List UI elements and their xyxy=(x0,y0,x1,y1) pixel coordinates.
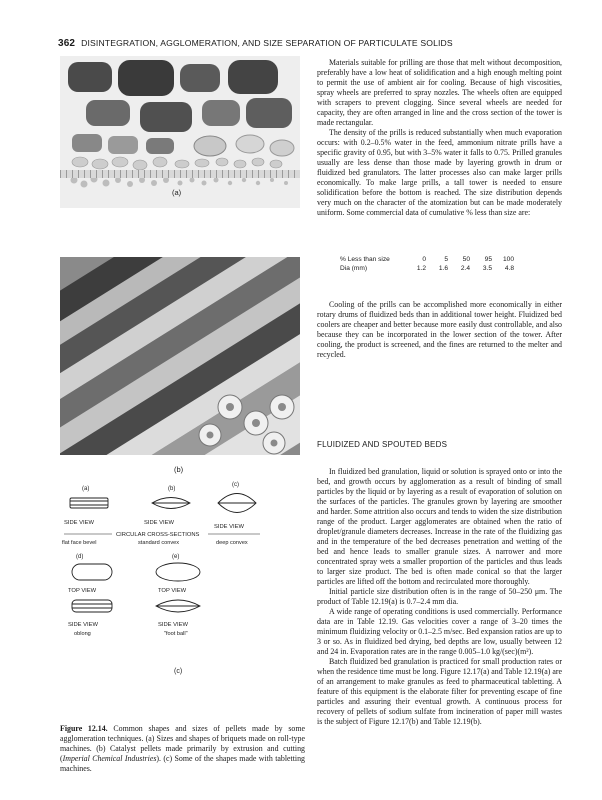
photo-scale-ruler xyxy=(60,170,300,178)
football-top-view xyxy=(156,563,200,581)
cooling-text xyxy=(317,300,562,360)
paragraph-fluidized-granulation: In fluidized bed granulation, liquid or solution is sprayed onto or into the bed, and growth occurs by agglomeration as a result of binding of small particles by the liquid or by layering as a result of evaporation of solution on the surfaces of the particles. The granules grown by layering are smoother and harder. Some attrition also occurs and tends to widen the size distribution range of the product. Larger agglomerates are obtained when the ratio of droplet/granule diameters decreases. Increase in the rate of the fluidizing gas and in the temperature of the bed decreases penetration and wetting of the bed and hence leads to smaller granule sizes. A narrower and more concentrated spray wets a smaller proportion of the particles and thus leads to larger size product. The bed is often made conical so that the larger particles are lifted off the bottom and recirculated more thoroughly. xyxy=(317,467,562,586)
tablet-shapes-diagram xyxy=(60,478,300,718)
prill-size-table xyxy=(340,256,514,274)
prilling-text xyxy=(317,58,562,218)
table-cell: 2.4 xyxy=(460,265,470,272)
paragraph-operating-conditions: A wide range of operating conditions is used commercially. Performance data are in Table 12.19. Gas velocities cover a range of 3–20 times the minimum fluidizing velocity or 0.1–2.5 m/sec. Bed expansion ratios are up to 3 or so. As in fluidized bed drying, bed depths are low, usually between 12 and 24 in. Evaporation rates are in the range 0.005–1.0 kg/(sec)(m²). xyxy=(317,607,563,656)
oblong-side-view xyxy=(72,600,112,612)
fluidized-bed-text xyxy=(317,467,562,727)
cross-section-type-deep: deep convex xyxy=(216,540,248,546)
figure-caption-label: Figure 12.14. xyxy=(60,724,108,733)
table-cell: 4.8 xyxy=(504,265,514,272)
cross-section-type-standard: standard convex xyxy=(138,540,180,546)
side-view-label-1: SIDE VIEW xyxy=(64,520,94,526)
table-cell: 5 xyxy=(444,256,448,263)
paragraph-prill-density: The density of the prills is reduced substantially when much evaporation occurs: with 0.2–0.5% water in the feed, ammonium nitrate prills have a specific gravity of 0.95, but with 3–5% water it falls to 0.75. Prilled granules usually are less dense than those made by layering growth in drum or fluidized bed granulators. The latter processes also can make larger prills economically. To make large prills, a tall tower is needed to ensure solidification before the bottom is reached. The size distribution depends very much on the character of the atomization but can be made moderately uniform. Some commercial data of cumulative % less than size are: xyxy=(317,128,562,217)
diagram-label-c: (c) xyxy=(232,482,239,488)
diagram-label-b: (b) xyxy=(168,486,176,492)
table-row xyxy=(340,265,514,274)
paragraph-prill-cooling: Cooling of the prills can be accomplished more economically in either rotary drums of fluidized beds than in additional tower height. Fluidized bed coolers are cheaper and better because more easily dust controllable, and also because they can be incorporated in the lower section of the tower. After cooling, the product is screened, and the fines are returned to the melter and recycled. xyxy=(317,300,562,359)
table-cell: 3.5 xyxy=(482,265,492,272)
flat-face-bevel-shape xyxy=(70,498,108,508)
figure-caption-italic: Imperial Chemical Industries xyxy=(62,754,157,763)
table-cell: 1.2 xyxy=(416,265,426,272)
lower-side-view-label-1: SIDE VIEW xyxy=(68,622,98,628)
figure-caption-text-1: Common shapes and sizes of pellets made by some agglomeration techniques. (a) Sizes and shapes of briquets made on roll-type machines. (b) Catalyst pellets made primarily by extrusion and cutting ( xyxy=(60,724,305,763)
oblong-top-view xyxy=(72,564,112,580)
side-view-label-3: SIDE VIEW xyxy=(214,524,244,530)
table-cell: 100 xyxy=(502,256,514,263)
table-cell: 1.6 xyxy=(438,265,448,272)
table-row-label: Dia (mm) xyxy=(340,265,368,272)
cross-section-type-flat: flat face bevel xyxy=(62,540,97,546)
table-cell: 0 xyxy=(422,256,426,263)
diagram-label-d: (d) xyxy=(76,554,84,560)
diagram-label-a: (a) xyxy=(82,486,90,492)
shape-name-football: "foot ball" xyxy=(164,631,188,637)
table-cell: 95 xyxy=(484,256,492,263)
panel-a-label: (a) xyxy=(172,188,182,197)
table-cell: 50 xyxy=(462,256,470,263)
top-view-label-2: TOP VIEW xyxy=(158,588,187,594)
running-header xyxy=(58,38,558,49)
cross-section-title: CIRCULAR CROSS-SECTIONS xyxy=(116,532,200,538)
section-heading: FLUIDIZED AND SPOUTED BEDS xyxy=(317,440,448,449)
panel-b-label: (b) xyxy=(174,465,184,474)
lower-side-view-label-2: SIDE VIEW xyxy=(158,622,188,628)
top-view-label-1: TOP VIEW xyxy=(68,588,97,594)
panel-c-label: (c) xyxy=(174,668,183,675)
shape-name-oblong: oblong xyxy=(74,631,91,637)
table-row xyxy=(340,256,514,265)
table-row-label: % Less than size xyxy=(340,256,390,263)
side-view-label-2: SIDE VIEW xyxy=(144,520,174,526)
figure-caption xyxy=(60,724,305,774)
diagram-label-e: (e) xyxy=(172,554,180,560)
page-number: 362 xyxy=(58,38,76,49)
paragraph-prilling-materials: Materials suitable for prilling are those that melt without decomposition, preferably have a low heat of solidification and a high enough melting point to permit the use of ambient air for cooling. Because of high viscosities, spray wheels are preferred to spray nozzles. The wheels often are equipped with scrapers to prevent clogging. Since several wheels are needed for capacity, they are often arranged in line and the cross section of the tower is made rectangular. xyxy=(317,58,562,127)
paragraph-initial-size: Initial particle size distribution often is in the range of 50–250 μm. The product of Table 12.19(a) is 0.7–2.4 mm dia. xyxy=(317,587,562,606)
figure-caption-text-2: ). (c) Some of the shapes made with tabletting machines. xyxy=(60,754,305,773)
photo-catalyst-pellets xyxy=(60,257,300,455)
photo-briquets xyxy=(60,56,300,208)
paragraph-batch-granulation: Batch fluidized bed granulation is practiced for small production rates or when the residence time must be long. Figure 12.17(a) and Table 12.19(a) are of an arrangement to make granules as feed to pharmaceutical tabletting. A feature of this equipment is the elaborate filter for preventing escape of fine particles and assuring their eventual growth. A continuous process for recovery of pellets of sodium sulfate from incineration of paper mill wastes is the subject of Figure 12.17(b) and Table 12.19(b). xyxy=(317,657,562,726)
running-title: DISINTEGRATION, AGGLOMERATION, AND SIZE SEPARATION OF PARTICULATE SOLIDS xyxy=(81,38,453,48)
